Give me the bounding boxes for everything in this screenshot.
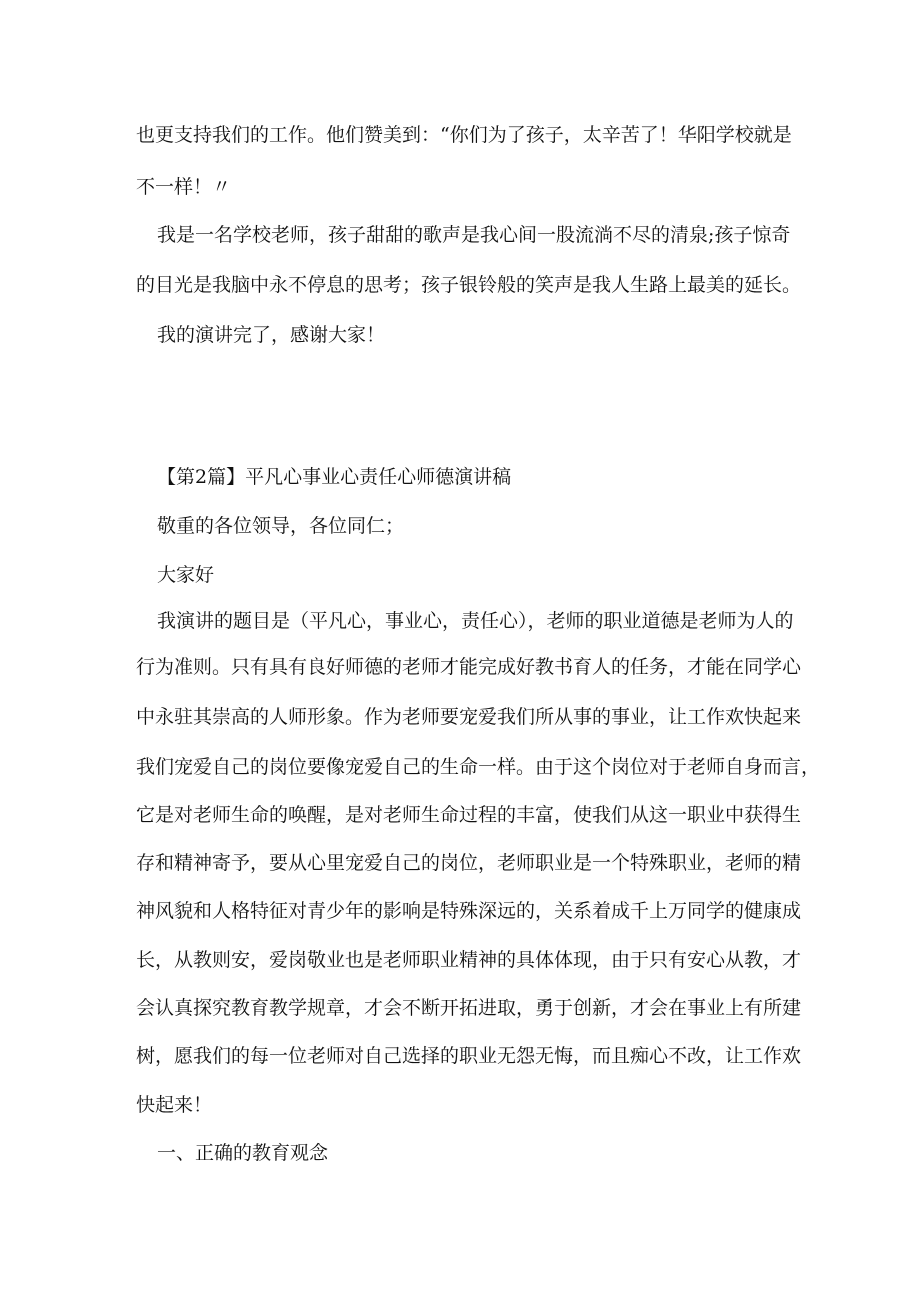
text-line: 行为准则。只有具有良好师德的老师才能完成好教书育人的任务，才能在同学心 <box>136 656 802 678</box>
text-line: 我们宠爱自己的岗位要像宠爱自己的生命一样。由于这个岗位对于老师自身而言， <box>136 756 821 778</box>
text-line: 不一样！〃 <box>136 176 232 198</box>
text-line: 它是对老师生命的唤醒，是对老师生命过程的丰富，使我们从这一职业中获得生 <box>136 804 802 826</box>
section-heading: 【第2篇】平凡心事业心责任心师德演讲稿 <box>157 466 512 488</box>
text-line: 存和精神寄予，要从心里宠爱自己的岗位，老师职业是一个特殊职业，老师的精 <box>136 852 802 874</box>
text-line: 会认真探究教育教学规章，才会不断开拓进取，勇于创新，才会在事业上有所建 <box>136 997 802 1019</box>
text-line: 的目光是我脑中永不停息的思考；孩子银铃般的笑声是我人生路上最美的延长。 <box>136 274 802 296</box>
text-line: 长，从教则安，爱岗敬业也是老师职业精神的具体体现，由于只有安心从教，才 <box>136 949 802 971</box>
text-line: 快起来！ <box>136 1094 213 1116</box>
text-line: 我演讲的题目是（平凡心，事业心，责任心），老师的职业道德是老师为人的 <box>157 610 794 632</box>
text-line: 树，愿我们的每一位老师对自己选择的职业无怨无悔，而且痴心不改，让工作欢 <box>136 1045 802 1067</box>
text-line: 我的演讲完了，感谢大家！ <box>157 324 386 346</box>
text-line: 中永驻其崇高的人师形象。作为老师要宠爱我们所从事的事业，让工作欢快起来 <box>136 706 802 728</box>
subsection-heading: 一、正确的教育观念 <box>157 1142 329 1164</box>
text-line: 神风貌和人格特征对青少年的影响是特殊深远的，关系着成千上万同学的健康成 <box>136 900 802 922</box>
text-line: 敬重的各位领导，各位同仁； <box>157 515 405 537</box>
text-line: 大家好 <box>157 564 215 586</box>
text-line: 我是一名学校老师，孩子甜甜的歌声是我心间一股流淌不尽的清泉;孩子惊奇 <box>157 224 791 246</box>
text-line: 也更支持我们的工作。他们赞美到：“你们为了孩子，太辛苦了！华阳学校就是 <box>136 124 792 146</box>
